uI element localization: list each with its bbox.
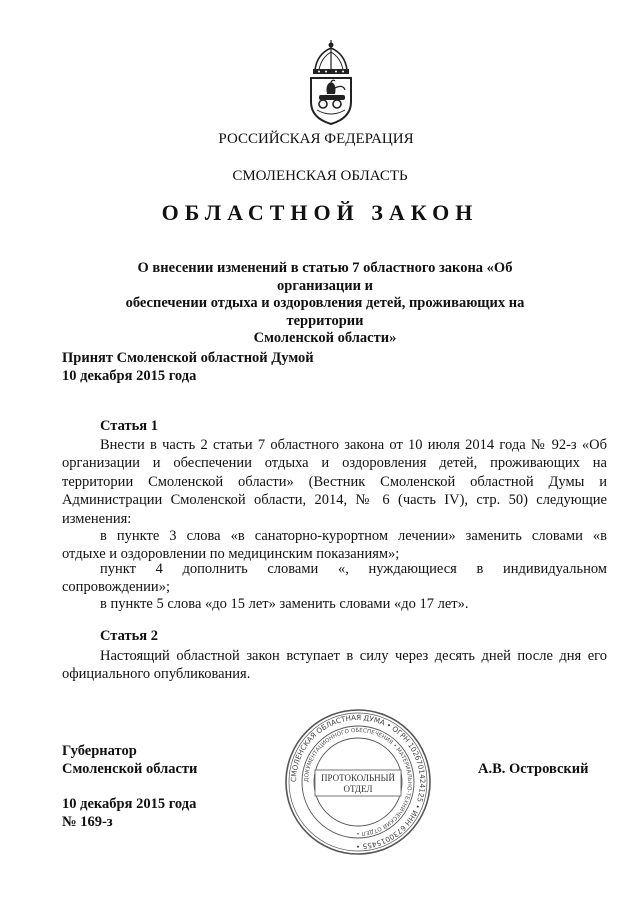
- smolensk-coat-of-arms-icon: [297, 40, 365, 126]
- country-name: РОССИЙСКАЯ ФЕДЕРАЦИЯ: [218, 131, 414, 147]
- seal-center-line: ОТДЕЛ: [343, 784, 373, 794]
- law-subject-line: Смоленской области»: [253, 330, 397, 346]
- article-2-heading: Статья 2: [100, 628, 158, 644]
- seal-inner-text: ДОКУМЕНТАЦИОННОГО ОБЕСПЕЧЕНИЯ • МАТЕРИАЛЬНО-ТЕХНИЧЕСКИЙ ОТДЕЛ •: [303, 727, 413, 837]
- law-date: 10 декабря 2015 года: [62, 796, 197, 812]
- signatory-name: А.В. Островский: [478, 761, 589, 777]
- law-date-number: [62, 795, 196, 831]
- text-line: в пункте 5 слова «до 15 лет» заменить словами «до 17 лет».: [100, 596, 469, 612]
- signatory-title: [62, 742, 197, 778]
- article-1-item-1: [62, 527, 607, 564]
- article-1-intro: [62, 436, 607, 528]
- text-line: организации и обеспечении отдыха и оздоровления детей, проживающих на: [62, 455, 607, 472]
- text-line: территории Смоленской области» (Вестник Смоленской областной Думы и: [62, 473, 607, 490]
- law-number: № 169-з: [62, 814, 113, 830]
- article-1-item-3: [62, 595, 607, 613]
- text-line: изменения:: [62, 510, 132, 527]
- text-line: в пункте 3 слова «в санаторно-курортном лечении» заменить словами «в: [100, 528, 607, 544]
- signatory-title-line: Смоленской области: [62, 761, 198, 777]
- seal-center-line: ПРОТОКОЛЬНЫЙ: [321, 773, 395, 783]
- article-2-text: [62, 647, 607, 684]
- adoption-date: 10 декабря 2015 года: [62, 368, 197, 384]
- law-subject: [95, 260, 555, 348]
- text-line: Внести в часть 2 статьи 7 областного закона от 10 июля 2014 года № 92-з «Об: [100, 437, 607, 453]
- official-seal-stamp: [283, 707, 433, 857]
- law-subject-line: О внесении изменений в статью 7 областного закона «Об организации и: [137, 260, 513, 294]
- region-name: СМОЛЕНСКАЯ ОБЛАСТЬ: [232, 168, 408, 184]
- law-subject-line: обеспечении отдыха и оздоровления детей, проживающих на территории: [125, 295, 525, 329]
- text-line: отдыхе и оздоровлении по медицинским показаниям»;: [62, 546, 400, 563]
- signatory-title-line: Губернатор: [62, 743, 137, 759]
- text-line: Администрации Смоленской области, 2014, № 6 (часть IV), стр. 50) следующие: [62, 492, 607, 509]
- article-1-heading: Статья 1: [100, 418, 158, 434]
- seal-outer-text: СМОЛЕНСКАЯ ОБЛАСТНАЯ ДУМА • ОГРН 1026701424125 • ИНН 6730015455 •: [288, 712, 428, 852]
- document-type-title: ОБЛАСТНОЙ ЗАКОН: [161, 200, 479, 225]
- text-line: пункт 4 дополнить словами «, нуждающиеся в индивидуальном: [100, 561, 607, 577]
- text-line: Настоящий областной закон вступает в силу через десять дней после дня его: [100, 648, 607, 664]
- text-line: официального опубликования.: [62, 666, 251, 683]
- article-1-item-2: [62, 560, 607, 597]
- adoption-body: Принят Смоленской областной Думой: [62, 350, 314, 366]
- text-line: сопровождении»;: [62, 579, 170, 596]
- adoption-note: [62, 349, 382, 385]
